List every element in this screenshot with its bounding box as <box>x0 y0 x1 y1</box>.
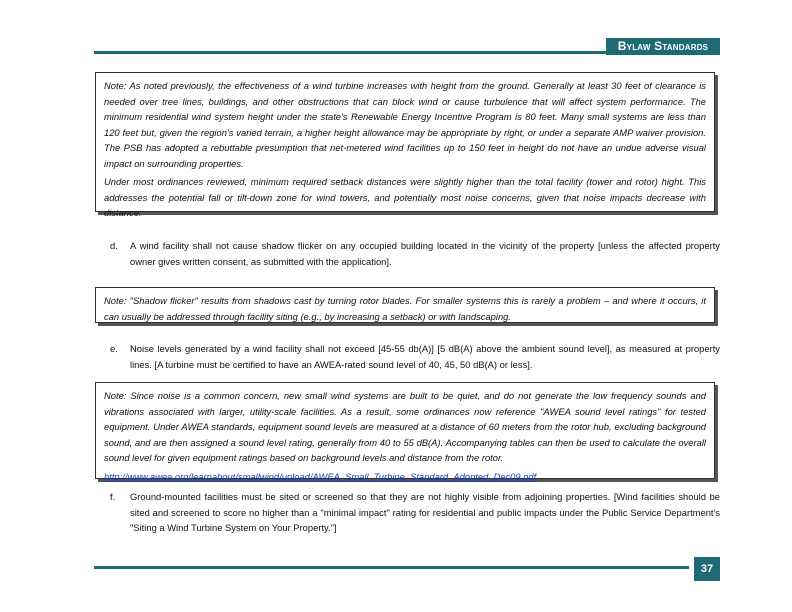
list-item-f <box>110 489 720 536</box>
note-paragraph: Note: As noted previously, the effectiveness of a wind turbine increases with height from the ground. Generally at least 30 feet of clearance is needed over tree lines, buildings, and other obstructions that can block wind or cause turbulence that will affect system performance. The minimum residential wind system height under the state's Renewable Energy Incentive Program is 80 feet. Many small systems are less than 120 feet but, given the region's varied terrain, a higher height allowance may be appropriate by right, or under a separate AMP waiver provision. The PSB has adopted a rebuttable presumption that net-metered wind facilities up to 150 feet in height do not have an undue adverse visual impact on surrounding properties. <box>104 80 706 169</box>
page-number: 37 <box>694 557 720 581</box>
note-box-height-setback <box>95 72 715 218</box>
list-item-text: A wind facility shall not cause shadow flicker on any occupied building located in the vicinity of the property [unless the affected property owner gives written consent, as submitted with the application]. <box>130 240 720 267</box>
list-item-letter: e. <box>110 343 118 354</box>
header-rule <box>94 51 606 54</box>
section-header-label: Bylaw Standards <box>606 38 720 55</box>
list-item-d <box>110 238 720 269</box>
list-item-letter: f. <box>110 491 116 502</box>
note-paragraph: Under most ordinances reviewed, minimum required setback distances were slightly higher than the total facility (tower and rotor) hight. This addresses the potential fall or tilt-down zone for wind towers, and potentially most noise concerns, given that noise impacts decrease with distance. <box>104 176 706 218</box>
list-item-e <box>110 341 720 372</box>
list-item-text: Ground-mounted facilities must be sited or screened so that they are not highly visible from adjoining properties. [Wind facilities should be sited and screened to score no higher than a "minimal impact" rating for residential and public impacts under the Public Service Department's "Siting a Wind Turbine System on Your Property."] <box>130 491 720 533</box>
note-paragraph: Note: "Shadow flicker" results from shadows cast by turning rotor blades. For smaller systems this is rarely a problem – and where it occurs, it can usually be addressed through facility siting (e.g., by increasing a setback) or with landscaping. <box>104 295 706 322</box>
awea-standard-link[interactable]: http://www.awea.org/learnabout/smallwind/upload/AWEA_Small_Turbine_Standard_Adopted_Dec09.pdf <box>104 470 537 482</box>
note-box-shadow-flicker <box>95 287 715 323</box>
note-box-noise <box>95 382 715 482</box>
note-paragraph: Note: Since noise is a common concern, new small wind systems are built to be quiet, and do not generate the low frequency sounds and vibrations associated with larger, utility-scale facilities. As a result, some ordinances now reference "AWEA sound level ratings" for tested equipment. Under AWEA standards, equipment sound levels are measured at a distance of 60 meters from the rotor hub, excluding background sound, and are then assigned a sound level rating, generally from 40 to 55 dB(A). Accompanying tables can then be used to calculate the overall sound level for given equipment ratings based on background levels and distance from the rotor. <box>104 390 706 463</box>
list-item-letter: d. <box>110 240 118 251</box>
list-item-text: Noise levels generated by a wind facility shall not exceed [45-55 db(A)] [5 dB(A) above the ambient sound level], as measured at property lines. [A turbine must be certified to have an AWEA-rated sound level of 40, 45, 50 dB(A) or less]. <box>130 343 720 370</box>
footer-rule <box>94 566 689 569</box>
